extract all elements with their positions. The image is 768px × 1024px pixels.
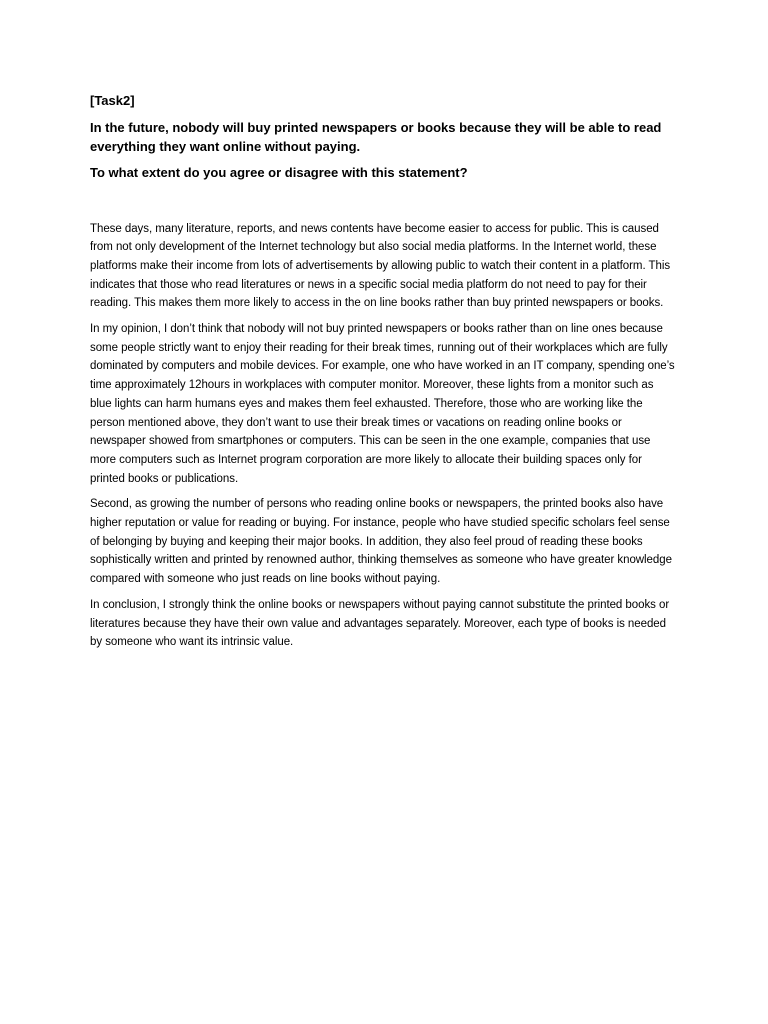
essay-question: To what extent do you agree or disagree with this statement?	[90, 165, 468, 180]
document-page	[90, 92, 676, 659]
essay-paragraph-opinion: In my opinion, I don’t think that nobody will not buy printed newspapers or books rather than on line ones because some people strictly want to enjoy their reading for their break times, running out of their workplaces which are fully dominated by computers and mobile devices. For example, one who have worked in an IT company, spending one’s time approximately 12hours in workplaces with computer monitor. Moreover, these lights from a monitor such as blue lights can harm humans eyes and makes them feel exhausted. Therefore, those who are working like the person mentioned above, they don’t want to use their break times or vacations on reading online books or newspaper showed from smartphones or computers. This can be seen in the one example, companies that use more computers such as Internet program corporation are more likely to allocate their building spaces only for printed books or publications.	[90, 323, 675, 485]
task-label: [Task2]	[90, 93, 135, 108]
essay-body	[90, 220, 676, 652]
essay-paragraph-conclusion: In conclusion, I strongly think the online books or newspapers without paying cannot substitute the printed books or literatures because they have their own value and advantages separately. Moreover, each type of books is needed by someone who want its intrinsic value.	[90, 598, 670, 649]
essay-paragraph-intro: These days, many literature, reports, and news contents have become easier to access for public. This is caused from not only development of the Internet technology but also social media platforms. In the Internet world, these platforms make their income from lots of advertisements by allowing public to watch their content in a platform. This indicates that those who read literatures or news in a specific social media platform do not need to pay for their reading. This makes them more likely to access in the on line books rather than buy printed newspapers or books.	[90, 222, 671, 310]
essay-paragraph-second: Second, as growing the number of persons who reading online books or newspapers, the printed books also have higher reputation or value for reading or buying. For instance, people who have studied specific scholars feel sense of belonging by buying and keeping their major books. In addition, they also feel proud of reading these books sophistically written and printed by renowned author, thinking themselves as someone who have greater knowledge compared with someone who just reads on line books without paying.	[90, 498, 672, 586]
essay-prompt: In the future, nobody will buy printed newspapers or books because they will be able to read everything they want online without paying.	[90, 120, 662, 154]
